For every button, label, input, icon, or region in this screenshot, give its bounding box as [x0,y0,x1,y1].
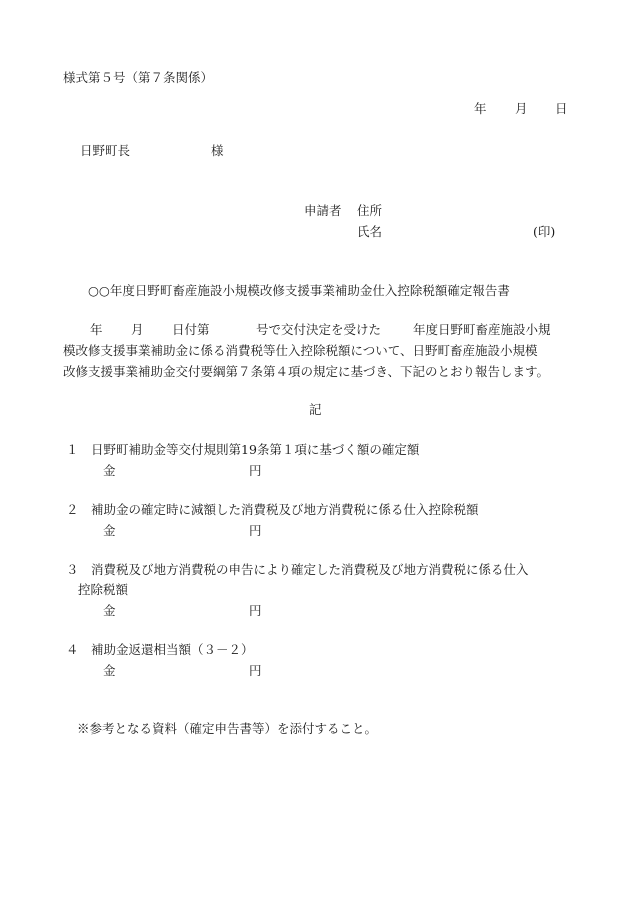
body-line-2: 模改修支援事業補助金に係る消費税等仕入控除税額について、日野町畜産施設小規模 [63,343,538,358]
item-number: ２ [66,502,79,517]
body-suffix: 号で交付決定を受けた [256,322,382,337]
date-day: 日 [555,101,568,116]
addressee-honorific: 様 [211,143,224,158]
amount-kin: 金 [103,603,116,618]
body-day-no: 日付第 [172,322,210,337]
amount-en: 円 [249,663,262,678]
form-number: 様式第５号（第７条関係） [63,70,214,85]
addressee-name: 日野町長 [80,143,131,158]
address-label: 住所 [357,203,383,218]
amount-en: 円 [249,523,262,538]
item-text: 消費税及び地方消費税の申告により確定した消費税及び地方消費税に係る仕入 [91,562,529,577]
amount-en: 円 [249,463,262,478]
item-number: ３ [66,562,79,577]
body-year: 年 [90,322,103,337]
attachment-note: ※参考となる資料（確定申告書等）を添付すること。 [77,721,378,736]
body-rest: 年度日野町畜産施設小規 [413,322,551,337]
item-text: 日野町補助金等交付規則第19条第１項に基づく額の確定額 [91,442,420,457]
seal-mark: (印) [533,224,556,239]
amount-kin: 金 [103,463,116,478]
date-year: 年 [474,101,487,116]
amount-kin: 金 [103,663,116,678]
amount-en: 円 [249,603,262,618]
ki-heading: 記 [309,402,322,417]
item-number: ４ [66,642,79,657]
body-month: 月 [131,322,144,337]
item-text: 補助金の確定時に減額した消費税及び地方消費税に係る仕入控除税額 [91,502,479,517]
item-number: １ [66,442,79,457]
item-text-continued: 控除税額 [78,582,129,597]
date-month: 月 [515,101,528,116]
amount-kin: 金 [103,523,116,538]
name-label: 氏名 [357,224,383,239]
document-title: ○○年度日野町畜産施設小規模改修支援事業補助金仕入控除税額確定報告書 [88,283,510,298]
applicant-label: 申請者 [304,203,342,218]
item-text: 補助金返還相当額（３－２） [91,642,254,657]
body-line-3: 改修支援事業補助金交付要綱第７条第４項の規定に基づき、下記のとおり報告します。 [63,364,550,379]
